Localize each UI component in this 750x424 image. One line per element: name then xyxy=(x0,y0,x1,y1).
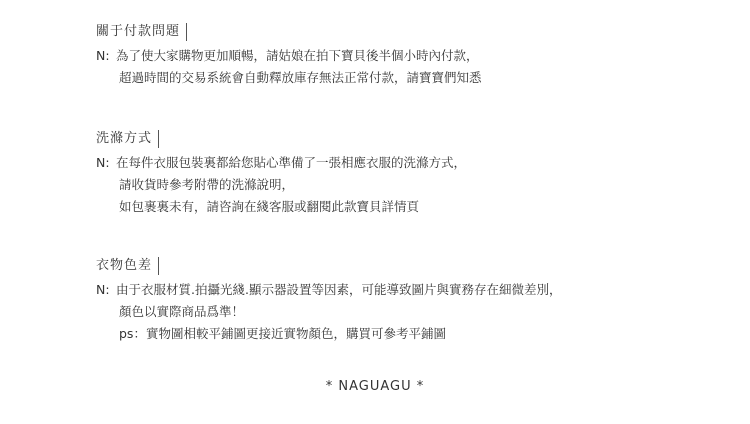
section-line xyxy=(96,45,716,67)
line-prefix: N: xyxy=(96,282,110,297)
line-text: 由于衣服材質.拍攝光綫.顯示器設置等因素，可能導致圖片與實務存在細微差別， xyxy=(116,282,562,297)
section-line xyxy=(96,279,716,301)
section-line: 如包裹裏未有，請咨詢在綫客服或翻閱此款寶貝詳情頁 xyxy=(119,199,420,214)
section-line: 請收貨時參考附帶的洗滌說明， xyxy=(119,177,295,192)
section-line: 顏色以實際商品爲準！ xyxy=(119,304,245,319)
section-line: 超過時間的交易系統會自動釋放庫存無法正常付款，請寶寶們知悉 xyxy=(119,70,482,85)
line-prefix: N: xyxy=(96,48,110,63)
washing-section xyxy=(96,127,716,218)
line-prefix: N: xyxy=(96,155,110,170)
line-text: 在每件衣服包裝裏都給您貼心準備了一張相應衣服的洗滌方式， xyxy=(116,155,467,170)
brand-footer: * NAGUAGU * xyxy=(325,379,425,394)
section-title: 洗滌方式 xyxy=(96,130,159,148)
section-line: ps：實物圖相較平鋪圖更接近實物顏色，購買可參考平鋪圖 xyxy=(119,326,446,341)
line-text: 為了使大家購物更加順暢，請姑娘在拍下寶貝後半個小時內付款， xyxy=(116,48,479,63)
payment-section xyxy=(96,20,716,89)
section-title: 關于付款問題 xyxy=(96,23,187,41)
color-difference-section xyxy=(96,254,716,345)
section-title: 衣物色差 xyxy=(96,257,159,275)
section-line xyxy=(96,152,716,174)
